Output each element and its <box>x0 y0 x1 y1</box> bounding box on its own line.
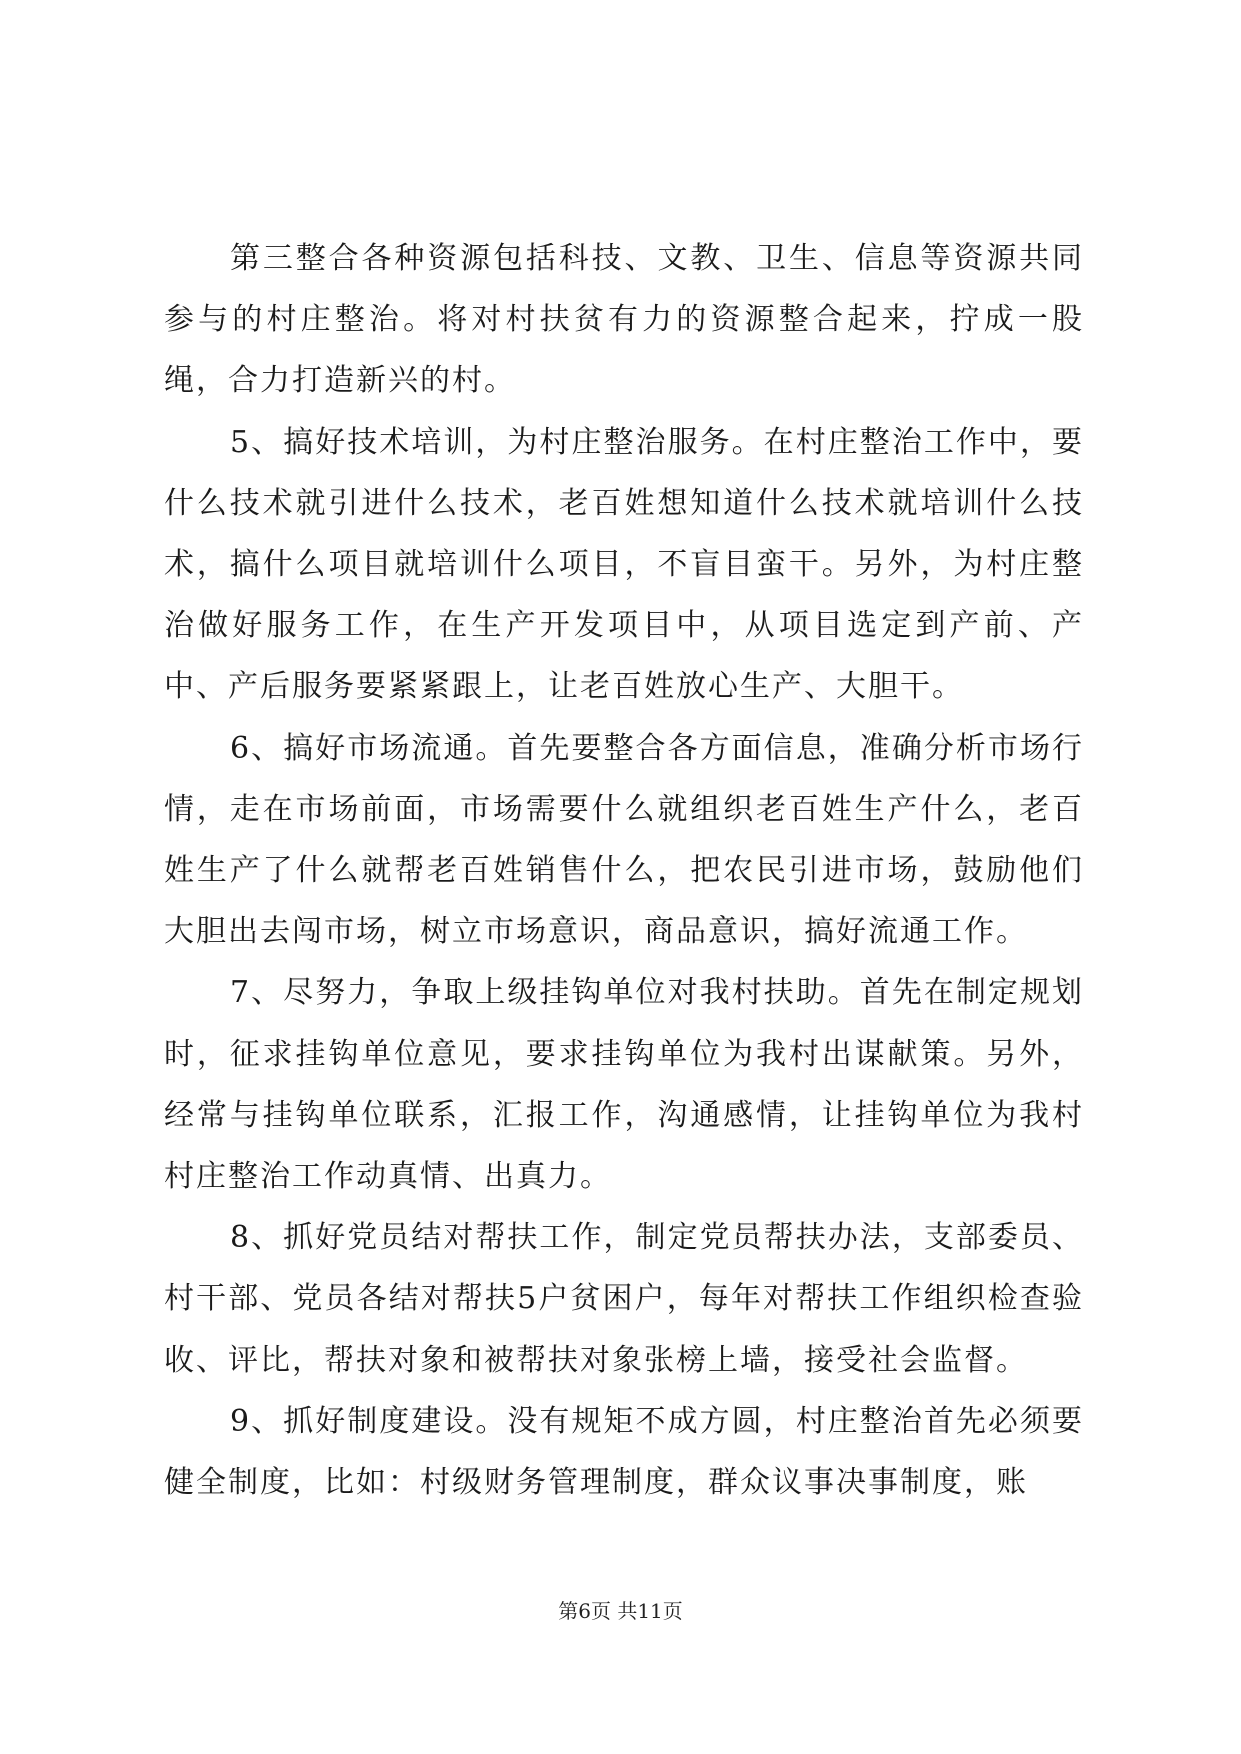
paragraph-system-building: 9、抓好制度建设。没有规矩不成方圆，村庄整治首先必须要健全制度，比如：村级财务管理制度，群众议事决事制度，账 <box>164 1403 1084 1501</box>
paragraph-technical-training: 5、搞好技术培训，为村庄整治服务。在村庄整治工作中，要什么技术就引进什么技术，老百姓想知道什么技术就培训什么技术，搞什么项目就培训什么项目，不盲目蛮干。另外，为村庄整治做好服务工作，在生产开发项目中，从项目选定到产前、产中、产后服务要紧紧跟上，让老百姓放心生产、大胆干。 <box>164 424 1084 705</box>
paragraph-superior-support: 7、尽努力，争取上级挂钩单位对我村扶助。首先在制定规划时，征求挂钩单位意见，要求挂钩单位为我村出谋献策。另外，经常与挂钩单位联系，汇报工作，沟通感情，让挂钩单位为我村村庄整治工作动真情、出真力。 <box>164 975 1084 1195</box>
paragraph-resource-integration: 第三整合各种资源包括科技、文教、卫生、信息等资源共同参与的村庄整治。将对村扶贫有力的资源整合起来，拧成一股绳，合力打造新兴的村。 <box>164 241 1084 399</box>
paragraph-market-circulation: 6、搞好市场流通。首先要整合各方面信息，准确分析市场行情，走在市场前面，市场需要什么就组织老百姓生产什么，老百姓生产了什么就帮老百姓销售什么，把农民引进市场，鼓励他们大胆出去闯市场，树立市场意识，商品意识，搞好流通工作。 <box>164 730 1084 950</box>
body-text <box>164 228 1084 1513</box>
paragraph-party-member-assistance: 8、抓好党员结对帮扶工作，制定党员帮扶办法，支部委员、村干部、党员各结对帮扶5户贫困户，每年对帮扶工作组织检查验收、评比，帮扶对象和被帮扶对象张榜上墙，接受社会监督。 <box>164 1220 1084 1378</box>
page-footer <box>0 1595 1241 1624</box>
page-number: 第6页 共11页 <box>558 1599 683 1623</box>
